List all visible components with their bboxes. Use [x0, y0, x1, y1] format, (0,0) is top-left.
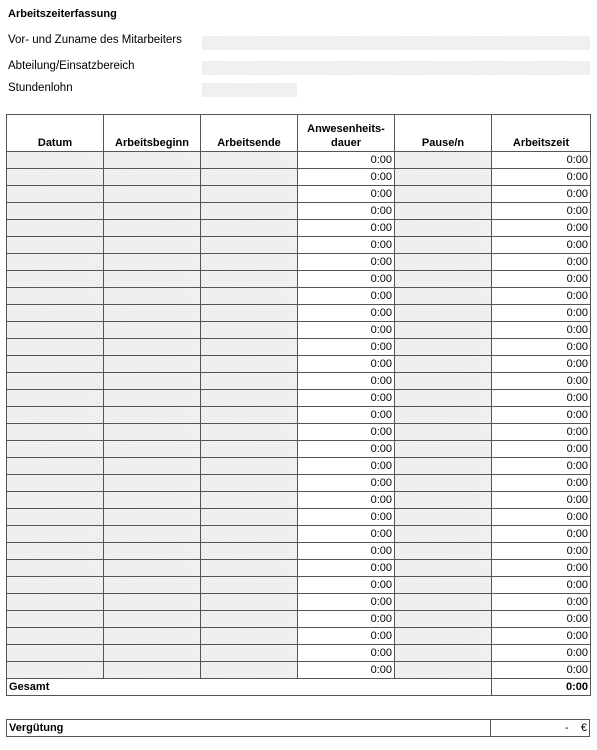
arbeitszeit-cell: 0:00	[492, 662, 591, 679]
col-header-arbeitsbeginn: Arbeitsbeginn	[104, 115, 201, 152]
arbeitsende-cell[interactable]	[201, 407, 298, 424]
datum-cell[interactable]	[7, 662, 104, 679]
arbeitsende-cell[interactable]	[201, 220, 298, 237]
pause-cell[interactable]	[395, 560, 492, 577]
arbeitsende-cell[interactable]	[201, 526, 298, 543]
arbeitsende-cell[interactable]	[201, 577, 298, 594]
pause-cell[interactable]	[395, 424, 492, 441]
arbeitsende-cell[interactable]	[201, 560, 298, 577]
arbeitsende-cell[interactable]	[201, 203, 298, 220]
pause-cell[interactable]	[395, 169, 492, 186]
arbeitsende-cell[interactable]	[201, 390, 298, 407]
total-label: Gesamt	[7, 679, 492, 696]
table-row	[7, 628, 591, 645]
anwesenheitsdauer-cell: 0:00	[298, 237, 395, 254]
anwesenheitsdauer-cell: 0:00	[298, 543, 395, 560]
arbeitsbeginn-cell[interactable]	[104, 594, 201, 611]
time-table	[6, 114, 591, 696]
arbeitsende-cell[interactable]	[201, 373, 298, 390]
pause-cell[interactable]	[395, 152, 492, 169]
arbeitsbeginn-cell[interactable]	[104, 492, 201, 509]
arbeitsende-cell[interactable]	[201, 543, 298, 560]
table-row	[7, 169, 591, 186]
table-row	[7, 543, 591, 560]
datum-cell[interactable]	[7, 339, 104, 356]
anwesenheitsdauer-cell: 0:00	[298, 322, 395, 339]
arbeitsende-cell[interactable]	[201, 186, 298, 203]
arbeitsbeginn-cell[interactable]	[104, 628, 201, 645]
pause-cell[interactable]	[395, 271, 492, 288]
arbeitsbeginn-cell[interactable]	[104, 526, 201, 543]
anwesenheitsdauer-cell: 0:00	[298, 186, 395, 203]
employee-name-label: Vor- und Zuname des Mitarbeiters	[8, 34, 182, 46]
hourly-wage-field[interactable]	[202, 83, 297, 97]
arbeitsende-cell[interactable]	[201, 628, 298, 645]
arbeitszeit-cell: 0:00	[492, 424, 591, 441]
arbeitsbeginn-cell[interactable]	[104, 560, 201, 577]
arbeitsende-cell[interactable]	[201, 356, 298, 373]
pause-cell[interactable]	[395, 628, 492, 645]
arbeitsbeginn-cell[interactable]	[104, 288, 201, 305]
datum-cell[interactable]	[7, 203, 104, 220]
arbeitszeit-cell: 0:00	[492, 203, 591, 220]
arbeitsbeginn-cell[interactable]	[104, 407, 201, 424]
pause-cell[interactable]	[395, 220, 492, 237]
pause-cell[interactable]	[395, 203, 492, 220]
arbeitszeit-cell: 0:00	[492, 441, 591, 458]
arbeitsbeginn-cell[interactable]	[104, 220, 201, 237]
table-row	[7, 288, 591, 305]
hourly-wage-label: Stundenlohn	[8, 82, 73, 94]
arbeitszeit-cell: 0:00	[492, 288, 591, 305]
arbeitsende-cell[interactable]	[201, 152, 298, 169]
table-row	[7, 356, 591, 373]
arbeitsbeginn-cell[interactable]	[104, 645, 201, 662]
table-row	[7, 322, 591, 339]
anwesenheitsdauer-cell: 0:00	[298, 509, 395, 526]
department-label: Abteilung/Einsatzbereich	[8, 60, 135, 72]
datum-cell[interactable]	[7, 237, 104, 254]
arbeitsbeginn-cell[interactable]	[104, 390, 201, 407]
arbeitsende-cell[interactable]	[201, 594, 298, 611]
table-row	[7, 458, 591, 475]
arbeitszeit-cell: 0:00	[492, 509, 591, 526]
datum-cell[interactable]	[7, 611, 104, 628]
anwesenheitsdauer-cell: 0:00	[298, 390, 395, 407]
pause-cell[interactable]	[395, 305, 492, 322]
arbeitszeit-cell: 0:00	[492, 611, 591, 628]
anwesenheitsdauer-cell: 0:00	[298, 152, 395, 169]
pause-cell[interactable]	[395, 492, 492, 509]
arbeitsbeginn-cell[interactable]	[104, 662, 201, 679]
arbeitszeit-cell: 0:00	[492, 305, 591, 322]
pause-cell[interactable]	[395, 594, 492, 611]
arbeitszeit-cell: 0:00	[492, 152, 591, 169]
arbeitsbeginn-cell[interactable]	[104, 458, 201, 475]
col-header-anwesenheitsdauer: Anwesenheits- dauer	[298, 115, 395, 152]
datum-cell[interactable]	[7, 594, 104, 611]
anwesenheitsdauer-cell: 0:00	[298, 339, 395, 356]
arbeitsende-cell[interactable]	[201, 441, 298, 458]
arbeitszeit-cell: 0:00	[492, 594, 591, 611]
currency-symbol: €	[580, 722, 587, 734]
arbeitszeit-cell: 0:00	[492, 577, 591, 594]
arbeitsbeginn-cell[interactable]	[104, 203, 201, 220]
pause-cell[interactable]	[395, 645, 492, 662]
anwesenheitsdauer-cell: 0:00	[298, 577, 395, 594]
table-row	[7, 305, 591, 322]
datum-cell[interactable]	[7, 543, 104, 560]
anwesenheitsdauer-cell: 0:00	[298, 645, 395, 662]
anwesenheitsdauer-cell: 0:00	[298, 356, 395, 373]
table-header-row	[7, 115, 591, 152]
arbeitszeit-cell: 0:00	[492, 169, 591, 186]
arbeitsbeginn-cell[interactable]	[104, 373, 201, 390]
payment-row	[7, 720, 590, 737]
arbeitsende-cell[interactable]	[201, 169, 298, 186]
arbeitszeit-cell: 0:00	[492, 407, 591, 424]
pause-cell[interactable]	[395, 475, 492, 492]
datum-cell[interactable]	[7, 254, 104, 271]
arbeitszeit-cell: 0:00	[492, 526, 591, 543]
department-field[interactable]	[202, 61, 590, 75]
anwesenheitsdauer-cell: 0:00	[298, 220, 395, 237]
pause-cell[interactable]	[395, 662, 492, 679]
arbeitsende-cell[interactable]	[201, 254, 298, 271]
pause-cell[interactable]	[395, 390, 492, 407]
datum-cell[interactable]	[7, 305, 104, 322]
table-row	[7, 424, 591, 441]
pause-cell[interactable]	[395, 407, 492, 424]
anwesenheitsdauer-cell: 0:00	[298, 662, 395, 679]
datum-cell[interactable]	[7, 645, 104, 662]
arbeitszeit-cell: 0:00	[492, 186, 591, 203]
datum-cell[interactable]	[7, 220, 104, 237]
arbeitszeit-cell: 0:00	[492, 373, 591, 390]
arbeitsende-cell[interactable]	[201, 237, 298, 254]
datum-cell[interactable]	[7, 509, 104, 526]
table-row	[7, 373, 591, 390]
anwesenheitsdauer-cell: 0:00	[298, 594, 395, 611]
arbeitszeit-cell: 0:00	[492, 560, 591, 577]
payment-value: -	[564, 722, 569, 734]
arbeitszeit-cell: 0:00	[492, 390, 591, 407]
arbeitsbeginn-cell[interactable]	[104, 169, 201, 186]
arbeitsbeginn-cell[interactable]	[104, 322, 201, 339]
arbeitsbeginn-cell[interactable]	[104, 186, 201, 203]
pause-cell[interactable]	[395, 611, 492, 628]
datum-cell[interactable]	[7, 288, 104, 305]
arbeitszeit-cell: 0:00	[492, 220, 591, 237]
table-row	[7, 254, 591, 271]
pause-cell[interactable]	[395, 373, 492, 390]
arbeitsende-cell[interactable]	[201, 492, 298, 509]
pause-cell[interactable]	[395, 254, 492, 271]
arbeitszeit-cell: 0:00	[492, 628, 591, 645]
datum-cell[interactable]	[7, 186, 104, 203]
arbeitsbeginn-cell[interactable]	[104, 271, 201, 288]
table-row	[7, 220, 591, 237]
pause-cell[interactable]	[395, 322, 492, 339]
table-row	[7, 186, 591, 203]
anwesenheitsdauer-cell: 0:00	[298, 560, 395, 577]
pause-cell[interactable]	[395, 577, 492, 594]
arbeitszeit-cell: 0:00	[492, 356, 591, 373]
arbeitsende-cell[interactable]	[201, 509, 298, 526]
anwesenheitsdauer-cell: 0:00	[298, 373, 395, 390]
col-header-arbeitsende: Arbeitsende	[201, 115, 298, 152]
datum-cell[interactable]	[7, 441, 104, 458]
arbeitszeit-cell: 0:00	[492, 458, 591, 475]
table-row	[7, 152, 591, 169]
arbeitsbeginn-cell[interactable]	[104, 441, 201, 458]
pause-cell[interactable]	[395, 441, 492, 458]
datum-cell[interactable]	[7, 152, 104, 169]
arbeitsende-cell[interactable]	[201, 611, 298, 628]
payment-amount	[491, 720, 590, 737]
payment-label: Vergütung	[7, 720, 491, 737]
datum-cell[interactable]	[7, 526, 104, 543]
table-row	[7, 509, 591, 526]
table-row	[7, 526, 591, 543]
datum-cell[interactable]	[7, 577, 104, 594]
pause-cell[interactable]	[395, 288, 492, 305]
table-row	[7, 390, 591, 407]
arbeitszeit-cell: 0:00	[492, 492, 591, 509]
anwesenheitsdauer-cell: 0:00	[298, 203, 395, 220]
anwesenheitsdauer-cell: 0:00	[298, 441, 395, 458]
anwesenheitsdauer-cell: 0:00	[298, 628, 395, 645]
arbeitszeit-cell: 0:00	[492, 237, 591, 254]
document-title: Arbeitszeiterfassung	[8, 8, 117, 20]
anwesenheitsdauer-cell: 0:00	[298, 288, 395, 305]
table-row	[7, 662, 591, 679]
pause-cell[interactable]	[395, 356, 492, 373]
pause-cell[interactable]	[395, 509, 492, 526]
arbeitsende-cell[interactable]	[201, 271, 298, 288]
arbeitsbeginn-cell[interactable]	[104, 254, 201, 271]
datum-cell[interactable]	[7, 373, 104, 390]
pause-cell[interactable]	[395, 237, 492, 254]
table-row	[7, 203, 591, 220]
table-row	[7, 594, 591, 611]
datum-cell[interactable]	[7, 492, 104, 509]
total-arbeitszeit: 0:00	[492, 679, 591, 696]
datum-cell[interactable]	[7, 169, 104, 186]
arbeitsbeginn-cell[interactable]	[104, 543, 201, 560]
pause-cell[interactable]	[395, 458, 492, 475]
arbeitsbeginn-cell[interactable]	[104, 475, 201, 492]
arbeitszeit-cell: 0:00	[492, 543, 591, 560]
pause-cell[interactable]	[395, 186, 492, 203]
arbeitsbeginn-cell[interactable]	[104, 237, 201, 254]
employee-name-field[interactable]	[202, 36, 590, 50]
datum-cell[interactable]	[7, 628, 104, 645]
arbeitsende-cell[interactable]	[201, 305, 298, 322]
anwesenheitsdauer-cell: 0:00	[298, 254, 395, 271]
datum-cell[interactable]	[7, 356, 104, 373]
datum-cell[interactable]	[7, 424, 104, 441]
datum-cell[interactable]	[7, 322, 104, 339]
datum-cell[interactable]	[7, 271, 104, 288]
total-row	[7, 679, 591, 696]
arbeitsende-cell[interactable]	[201, 475, 298, 492]
anwesenheitsdauer-cell: 0:00	[298, 458, 395, 475]
col-header-pause: Pause/n	[395, 115, 492, 152]
table-row	[7, 237, 591, 254]
arbeitsbeginn-cell[interactable]	[104, 577, 201, 594]
arbeitszeit-cell: 0:00	[492, 271, 591, 288]
arbeitsbeginn-cell[interactable]	[104, 305, 201, 322]
datum-cell[interactable]	[7, 458, 104, 475]
table-body	[7, 152, 591, 679]
datum-cell[interactable]	[7, 407, 104, 424]
anwesenheitsdauer-cell: 0:00	[298, 169, 395, 186]
pause-cell[interactable]	[395, 526, 492, 543]
arbeitsbeginn-cell[interactable]	[104, 424, 201, 441]
table-row	[7, 441, 591, 458]
arbeitsbeginn-cell[interactable]	[104, 356, 201, 373]
table-row	[7, 271, 591, 288]
arbeitsbeginn-cell[interactable]	[104, 339, 201, 356]
arbeitsende-cell[interactable]	[201, 339, 298, 356]
payment-table	[6, 719, 590, 737]
table-row	[7, 560, 591, 577]
arbeitsende-cell[interactable]	[201, 424, 298, 441]
table-row	[7, 645, 591, 662]
table-row	[7, 339, 591, 356]
arbeitszeit-cell: 0:00	[492, 475, 591, 492]
arbeitsbeginn-cell[interactable]	[104, 152, 201, 169]
table-row	[7, 407, 591, 424]
arbeitszeit-cell: 0:00	[492, 339, 591, 356]
anwesenheitsdauer-cell: 0:00	[298, 271, 395, 288]
anwesenheitsdauer-cell: 0:00	[298, 407, 395, 424]
table-row	[7, 475, 591, 492]
arbeitsende-cell[interactable]	[201, 288, 298, 305]
arbeitsbeginn-cell[interactable]	[104, 509, 201, 526]
anwesenheitsdauer-cell: 0:00	[298, 475, 395, 492]
col-header-datum: Datum	[7, 115, 104, 152]
anwesenheitsdauer-cell: 0:00	[298, 424, 395, 441]
anwesenheitsdauer-cell: 0:00	[298, 611, 395, 628]
anwesenheitsdauer-cell: 0:00	[298, 305, 395, 322]
table-row	[7, 611, 591, 628]
datum-cell[interactable]	[7, 475, 104, 492]
anwesenheitsdauer-cell: 0:00	[298, 492, 395, 509]
pause-cell[interactable]	[395, 339, 492, 356]
anwesenheitsdauer-cell: 0:00	[298, 526, 395, 543]
arbeitszeit-cell: 0:00	[492, 254, 591, 271]
arbeitszeit-cell: 0:00	[492, 645, 591, 662]
table-row	[7, 577, 591, 594]
arbeitsende-cell[interactable]	[201, 662, 298, 679]
arbeitszeit-cell: 0:00	[492, 322, 591, 339]
pause-cell[interactable]	[395, 543, 492, 560]
arbeitsbeginn-cell[interactable]	[104, 611, 201, 628]
arbeitsende-cell[interactable]	[201, 645, 298, 662]
arbeitsende-cell[interactable]	[201, 322, 298, 339]
table-row	[7, 492, 591, 509]
col-header-arbeitszeit: Arbeitszeit	[492, 115, 591, 152]
datum-cell[interactable]	[7, 560, 104, 577]
datum-cell[interactable]	[7, 390, 104, 407]
arbeitsende-cell[interactable]	[201, 458, 298, 475]
